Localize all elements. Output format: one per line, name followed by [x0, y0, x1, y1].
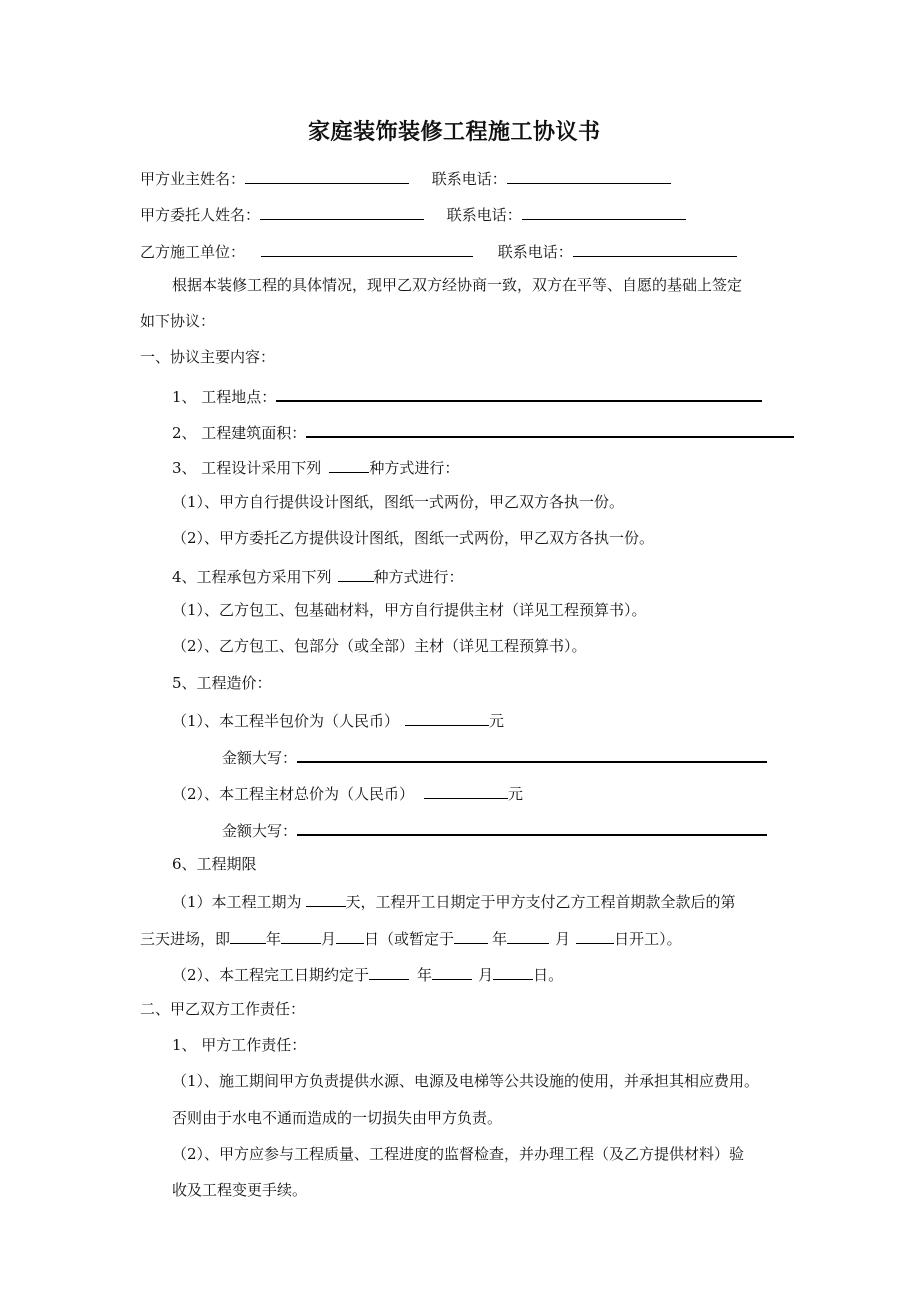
- tentative-month-field[interactable]: [507, 927, 549, 944]
- party-b-unit-row: [140, 240, 737, 262]
- item-6-option-1-line-2: [140, 927, 682, 949]
- party-a-duty-heading: 1、 甲方工作责任：: [172, 1036, 307, 1054]
- duty-a2-line-2: 收及工程变更手续。: [172, 1181, 308, 1199]
- item-6-option-1-line-1: [172, 890, 736, 912]
- tentative-text: 日（或暂定于: [364, 930, 455, 948]
- party-a-agent-phone-field[interactable]: [522, 203, 686, 220]
- completion-day-field[interactable]: [493, 963, 533, 980]
- month-label: 月: [478, 966, 494, 984]
- party-a-agent-row: [140, 203, 686, 225]
- entry-month-field[interactable]: [281, 927, 321, 944]
- item-4-option-2: （2）、乙方包工、包部分（或全部）主材（详见工程预算书）。: [172, 637, 587, 655]
- party-b-unit-label: 乙方施工单位：: [140, 243, 246, 261]
- item-4-suffix: 种方式进行：: [373, 568, 464, 586]
- party-a-name-label: 甲方业主姓名：: [140, 170, 246, 188]
- yuan-unit: 元: [489, 712, 505, 730]
- completion-date-label: （2）、本工程完工日期约定于: [172, 966, 370, 984]
- amount-caps-row-1: [222, 745, 767, 768]
- year-label: 年: [417, 966, 433, 984]
- amount-caps-label: 金额大写：: [222, 749, 298, 767]
- duty-a1-line-1: （1）、施工期间甲方负责提供水源、电源及电梯等公共设施的使用，并承担其相应费用。: [172, 1072, 760, 1090]
- day-end-label: 日。: [533, 966, 564, 984]
- project-location-field[interactable]: [276, 384, 762, 402]
- item-3-suffix: 种方式进行：: [369, 459, 460, 477]
- item-3-row: [172, 456, 459, 478]
- item-1-row: [172, 384, 762, 407]
- item-4-option-1: （1）、乙方包工、包基础材料，甲方自行提供主材（详见工程预算书）。: [172, 601, 647, 619]
- building-area-field[interactable]: [306, 420, 794, 438]
- duration-label: （1）本工程工期为: [172, 893, 302, 911]
- party-a-agent-label: 甲方委托人姓名：: [140, 206, 261, 224]
- item-3-prefix: 3、 工程设计采用下列: [172, 459, 322, 477]
- item-1-label: 1、 工程地点：: [172, 388, 277, 406]
- party-b-phone-label: 联系电话：: [497, 243, 573, 261]
- year-label: 年: [492, 930, 508, 948]
- item-5-option-2-row: [172, 782, 523, 804]
- item-5-heading: 5、工程造价：: [172, 674, 272, 692]
- start-end-text: 日开工）。: [614, 930, 682, 948]
- item-6-option-2-row: [172, 963, 563, 985]
- item-5-option-1-row: [172, 709, 504, 731]
- party-a-agent-field[interactable]: [260, 203, 424, 220]
- amount-caps-field-1[interactable]: [297, 745, 767, 763]
- half-package-price-field[interactable]: [405, 709, 489, 726]
- completion-year-field[interactable]: [369, 963, 409, 980]
- party-a-agent-phone-label: 联系电话：: [446, 206, 522, 224]
- duration-days-field[interactable]: [306, 890, 346, 907]
- intro-line-2: 如下协议：: [140, 312, 216, 330]
- main-material-price-field[interactable]: [424, 782, 508, 799]
- tentative-year-field[interactable]: [454, 927, 488, 944]
- section-2-heading: 二、甲乙双方工作责任：: [140, 1000, 306, 1018]
- party-a-name-row: [140, 167, 671, 189]
- half-package-price-label: （1）、本工程半包价为（人民币）: [172, 712, 400, 730]
- year-label: 年: [266, 930, 282, 948]
- main-material-price-label: （2）、本工程主材总价为（人民币）: [172, 785, 415, 803]
- intro-line-1: 根据本装修工程的具体情况，现甲乙双方经协商一致，双方在平等、自愿的基础上签定: [172, 276, 743, 294]
- design-method-field[interactable]: [329, 456, 369, 473]
- item-3-option-1: （1）、甲方自行提供设计图纸，图纸一式两份，甲乙双方各执一份。: [172, 493, 625, 511]
- item-6-heading: 6、工程期限: [172, 855, 257, 873]
- item-2-label: 2、 工程建筑面积：: [172, 424, 307, 442]
- party-b-unit-field[interactable]: [261, 240, 473, 257]
- duty-a1-line-2: 否则由于水电不通而造成的一切损失由甲方负责。: [172, 1109, 503, 1127]
- amount-caps-label: 金额大写：: [222, 822, 298, 840]
- page-title: 家庭装饰装修工程施工协议书: [308, 119, 601, 145]
- amount-caps-row-2: [222, 818, 767, 841]
- contract-method-field[interactable]: [338, 565, 374, 582]
- entry-text: 三天进场，即: [140, 930, 231, 948]
- amount-caps-field-2[interactable]: [297, 818, 767, 836]
- yuan-unit: 元: [508, 785, 524, 803]
- start-date-text: 天，工程开工日期定于甲方支付乙方工程首期款全款后的第: [345, 893, 736, 911]
- month-label: 月: [321, 930, 337, 948]
- entry-year-field[interactable]: [230, 927, 266, 944]
- completion-month-field[interactable]: [432, 963, 472, 980]
- item-4-row: [172, 565, 464, 587]
- party-a-phone-field[interactable]: [507, 167, 671, 184]
- item-2-row: [172, 420, 794, 443]
- tentative-day-field[interactable]: [576, 927, 614, 944]
- party-b-phone-field[interactable]: [573, 240, 737, 257]
- party-a-phone-label: 联系电话：: [431, 170, 507, 188]
- item-4-prefix: 4、工程承包方采用下列: [172, 568, 332, 586]
- entry-day-field[interactable]: [336, 927, 364, 944]
- section-1-heading: 一、协议主要内容：: [140, 348, 276, 366]
- month-label: 月: [555, 930, 571, 948]
- duty-a2-line-1: （2）、甲方应参与工程质量、工程进度的监督检查，并办理工程（及乙方提供材料）验: [172, 1145, 745, 1163]
- party-a-name-field[interactable]: [245, 167, 409, 184]
- item-3-option-2: （2）、甲方委托乙方提供设计图纸，图纸一式两份，甲乙双方各执一份。: [172, 529, 655, 547]
